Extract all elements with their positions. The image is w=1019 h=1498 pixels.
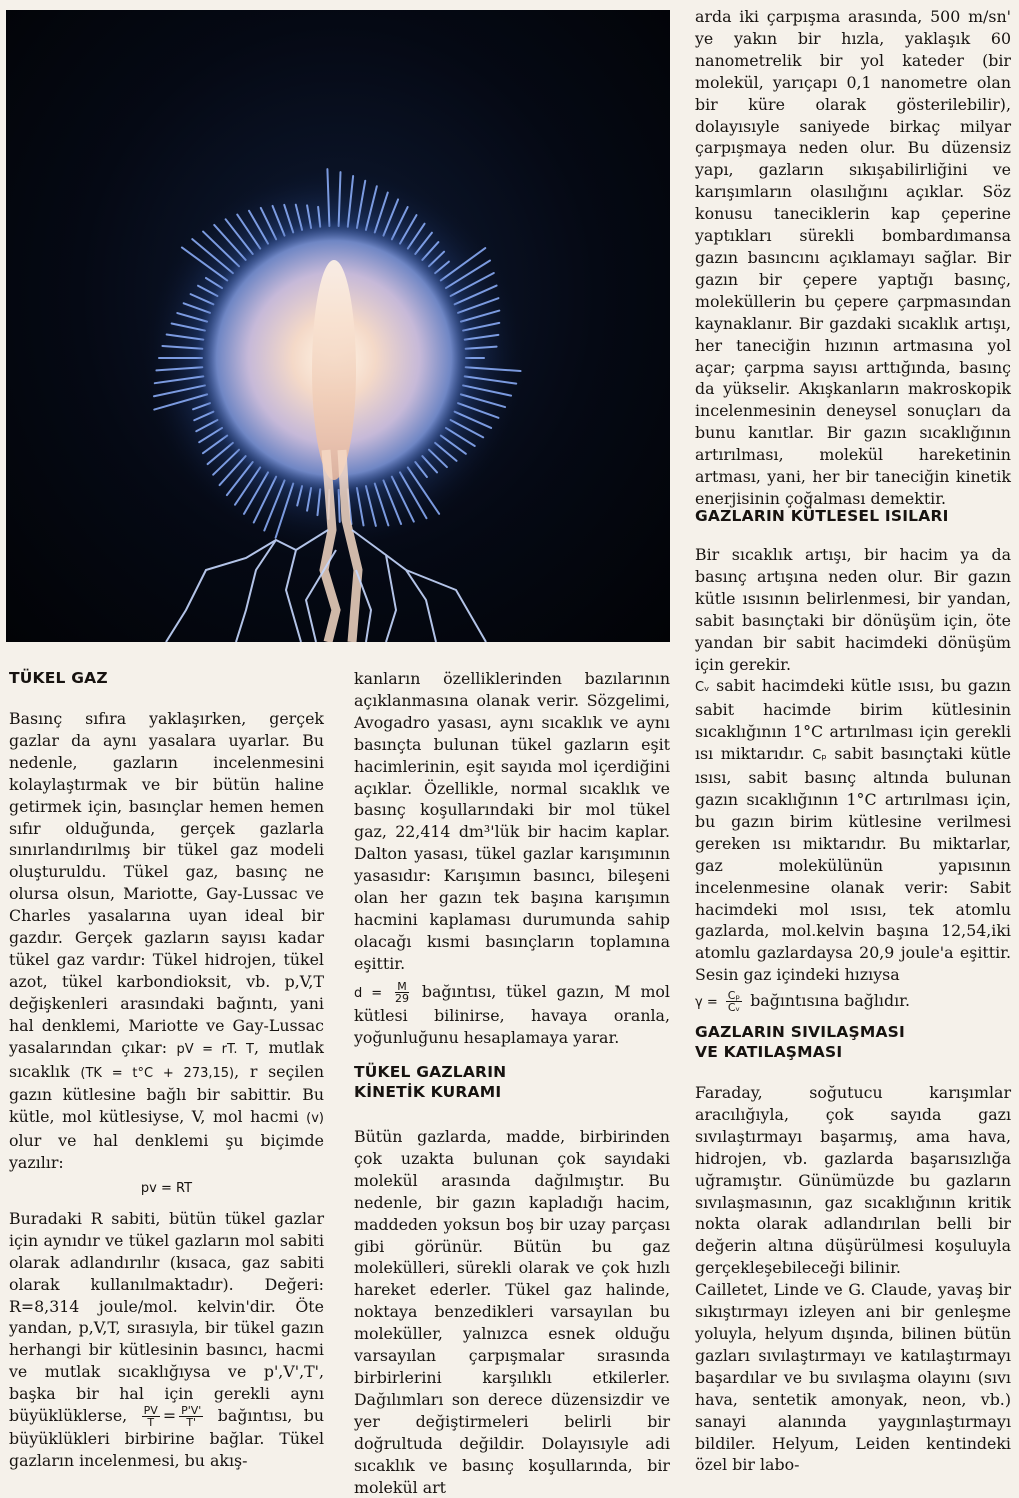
text: bağıntısı, tükel gazın, M mol kütlesi bilinirse, havaya oranla, yoğunluğunu hesaplamaya yarar. bbox=[354, 981, 670, 1047]
paragraph: kanların özelliklerinden bazılarının açıklanmasına olanak verir. Sözgelimi, Avogadro yasası, aynı sıcaklık ve aynı basınçta bulunan tükel gazların eşit hacimlerinin, eşit sayıda mol içerdiğini açıklar. Özellikle, normal sıcaklık ve basınç koşullarındaki bir mol tükel gaz, 22,414 dm³'lük bir hacim kaplar. Dalton yasası, tükel gazlar karışımının yasasıdır: Karışımın basıncı, bileşeni olan her gazın tek başına karışımın hacmini kaplaması durumunda sahip olacağı kısmi basınçların toplamına eşittir. bbox=[354, 669, 670, 973]
paragraph: Cailletet, Linde ve G. Claude, yavaş bir sıkıştırmayı izleyen ani bir genleşme yoluyla, helyum dışında, bilinen bütün gazları sıvılaştırmayı ve katılaştırmayı başardılar ve bu sıvılaşma olayını (sıvı hava, sentetik amonyak, neon, vb.) sanayi alanında yaygınlaştırmayı bildiler. Helyum, Leiden kentindeki özel bir labo- bbox=[695, 1280, 1011, 1475]
plasma-globe-photo bbox=[6, 10, 670, 642]
fraction-numerator: PV bbox=[143, 1404, 158, 1418]
fraction-m-29 bbox=[395, 981, 409, 1004]
fraction-denominator: T' bbox=[186, 1416, 197, 1430]
heading-kutlesel-isilar: GAZLARIN KÜTLESEL ISILARI bbox=[695, 507, 949, 525]
paragraph: Bütün gazlarda, madde, birbirinden çok uzakta bulunan çok sayıdaki molekül arasında dağılmıştır. Bu nedenle, bir gazın kapladığı hacim, maddeden yoksun boş bir uzay parçası gibi görünür. Bütün bu gaz molekülleri, sürekli olarak ve çok hızlı hareket ederler. Tükel gaz halinde, noktaya benzedikleri varsayılan bu moleküller, yalnızca esnek olduğu varsayılan çarpışmalar sırasında birbirlerini karşılıklı etkilerler. Dağılımları son derece düzensizdir ve yer değiştirmeleri belirli bir doğrultuda değildir. Dolayısıyle adi sıcaklık ve basınç koşullarında, bir molekül art bbox=[354, 1127, 670, 1497]
formula-inline: γ = bbox=[695, 995, 718, 1011]
text: Buradaki R sabiti, bütün tükel gazlar için aynıdır ve tükel gazların mol sabiti olarak adlandırılır (kısaca, gaz sabiti olarak kullanılmaktadır). Değeri: R=8,314 joule/mol. kelvin'dir. Öte yandan, p,V,T, sırasıyla, bir tükel gazın herhangi bir kütlesinin basıncı, hacmi ve mutlak sıcaklığıysa ve p',V',T', başka bir hal için gerekli aynı büyüklüklerse, bbox=[9, 1208, 324, 1426]
fraction-denominator: T bbox=[147, 1416, 155, 1430]
heading-line: TÜKEL GAZLARIN bbox=[354, 1063, 507, 1081]
text: bağıntısına bağlıdır. bbox=[750, 991, 910, 1011]
paragraph bbox=[354, 981, 670, 1049]
fraction-denominator: 29 bbox=[394, 991, 409, 1005]
formula-inline: d = bbox=[354, 985, 383, 1001]
heading-sivilasma bbox=[695, 1022, 995, 1062]
fraction-numerator: P'V' bbox=[181, 1404, 202, 1418]
paragraph: Bir sıcaklık artışı, bir hacim ya da basınç artışına neden olur. Bir gazın kütle ısısının belirlenmesi, bir yandan, sabit basınçtaki bir dönüşüm için, öte yandan bir sabit hacimdeki dönüşüm için gerekir. bbox=[695, 545, 1011, 674]
column-c-lower bbox=[695, 1082, 1011, 1476]
paragraph: Buradaki R sabiti, bütün tükel gazlar için aynıdır ve tükel gazların mol sabiti olarak adlandırılır (kısaca, gaz sabiti olarak kullanılmaktadır). Değeri: R=8,314 joule/mol. kelvin'dir. Öte yandan, p,V,T, sırasıyla, bir tükel gazın herhangi bir kütlesinin basıncı, hacmi ve mutlak sıcaklığıysa ve p',V',T', başka bir hal için gerekli aynı büyüklüklerse, $\frac{PV}{T}$ = $\frac{P'V'}{T'}$ bağıntısı, bu büyüklükleri birbirine bağlar. Tükel gazların incelenmesi, bu akış- bbox=[9, 1208, 325, 1470]
column-c-middle bbox=[695, 544, 1011, 1014]
paragraph bbox=[695, 990, 1011, 1014]
paragraph bbox=[9, 708, 324, 1174]
formula-pv-rt: pv = RT bbox=[140, 1181, 193, 1197]
text: , r seçilen gazın kütlesine bağlı bir sabittir. Bu kütle, mol kütlesiyse, V, mol hacmi bbox=[9, 1061, 324, 1127]
heading-kinetik-kurami bbox=[354, 1062, 654, 1102]
text: olur ve hal denklemi şu biçimde yazılır: bbox=[9, 1131, 324, 1173]
fraction-pv-t bbox=[142, 1405, 160, 1428]
column-a bbox=[9, 708, 324, 1472]
formula-inline: (TK = t°C + 273,15) bbox=[80, 1065, 235, 1081]
fraction-numerator: Cₚ bbox=[727, 989, 741, 1003]
heading-line: KİNETİK KURAMI bbox=[354, 1083, 502, 1101]
paragraph bbox=[695, 675, 1011, 986]
column-b-lower bbox=[354, 1126, 670, 1498]
fraction-denominator: Cᵥ bbox=[727, 1001, 741, 1015]
symbol-cv: Cᵥ bbox=[695, 680, 710, 696]
fraction-numerator: M bbox=[397, 979, 407, 993]
text: bağıntısı, bu büyüklükleri birbirine bağlar. Tükel gazların incelenmesi, bu akış- bbox=[9, 1406, 325, 1470]
text: sabit basınçtaki kütle ısısı, sabit basınç altında bulunan gazın sıcaklığının 1°C artırılması için, bu gazın birim kütlesine verilmesi gereken ısı miktarıdır. Bu miktarlar, gaz molekülünün yapısının incelenmesine olanak verir: Sabit hacimdeki mol ısısı, tek atomlu gazlarda, mol.kelvin başına 12,54,iki atomlu gazlardaysa 20,9 joule'a eşittir. Sesin gaz içindeki hızıysa bbox=[695, 744, 1011, 985]
column-c bbox=[695, 6, 1011, 510]
formula-inline: (v) bbox=[306, 1111, 324, 1127]
formula-inline: pV = rT. T bbox=[176, 1041, 254, 1057]
plasma-globe-illustration bbox=[6, 10, 670, 642]
heading-line: GAZLARIN SIVILAŞMASI bbox=[695, 1023, 905, 1041]
heading-tukel-gaz: TÜKEL GAZ bbox=[9, 669, 108, 687]
fraction-cp-cv bbox=[726, 990, 742, 1013]
text: sabit hacimdeki kütle ısısı, bu gazın sabit hacimde birim kütlesinin sıcaklığının 1°C artırılması için gerekli ısı miktarıdır. bbox=[695, 676, 1011, 764]
text: Basınç sıfıra yaklaşırken, gerçek gazlar da aynı yasalara uyarlar. Bu nedenle, gazların incelenmesini kolaylaştırmak ve bir bütün haline getirmek için, basınçlar hemen hemen sıfır olduğunda, gerçek gazlarla sınırlandırılmış bir tükel gaz modeli oluşturuldu. Tükel gaz, basınç ne olursa olsun, Mariotte, Gay-Lussac ve Charles yasalarına uyan ideal bir gazdır. Gerçek gazların sayısı kadar tükel gaz vardır: Tükel hidrojen, tükel azot, tükel karbondioksit, vb. p,V,T değişkenleri arasındaki bağıntı, yani hal denklemi, Mariotte ve Gay-Lussac yasalarından çıkar: bbox=[9, 709, 324, 1057]
text: , mutlak sıcaklık bbox=[9, 1037, 325, 1081]
fraction-pv-t-prime bbox=[179, 1405, 203, 1428]
paragraph: arda iki çarpışma arasında, 500 m/sn' ye yakın bir hızla, yaklaşık 60 nanometrelik bir yol kateder (bir molekül, yarıçapı 0,1 nanometre olan bir küre olarak gösterilebilir), dolayısıyle saniyede birkaç milyar çarpışmaya neden olur. Bu düzensiz yapı, gazların sıkışabilirliğini ve karışımların olasılığını açıklar. Söz konusu taneciklerin kap çeperine yaptıkları sürekli bombardımansa gazın basıncını açıklamayı sağlar. Bir gazın bir çepere yaptığı basınç, moleküllerin bu çepere çarpmasından kaynaklanır. Bir gazdaki sıcaklık artışı, her taneciğin hızının artmasına yol açar; çarpma sayısı arttığında, basınç da yükselir. Akışkanların makroskopik incelenmesinin deneysel sonuçları da bunu kanıtlar. Bir gazın sıcaklığının artırılması, molekül hareketinin artması, yani, her bir taneciğin kinetik enerjisinin çoğalması demektir. bbox=[695, 7, 1011, 508]
symbol-cp: Cₚ bbox=[812, 748, 827, 764]
column-b bbox=[354, 668, 670, 1048]
paragraph: Faraday, soğutucu karışımlar aracılığıyla, çok sayıda gazı sıvılaştırmayı başarmış, ama hava, hidrojen, vb. gazlarda başarısızlığa uğramıştır. Günümüzde bu gazların sıvılaşmasının, gaz sıcaklığının kritik nokta olarak adlandırılan belli bir değerin altına düşürülmesi koşuluyla gerçekleşebileceği bilinir. bbox=[695, 1083, 1011, 1278]
heading-line: VE KATILAŞMASI bbox=[695, 1043, 843, 1061]
